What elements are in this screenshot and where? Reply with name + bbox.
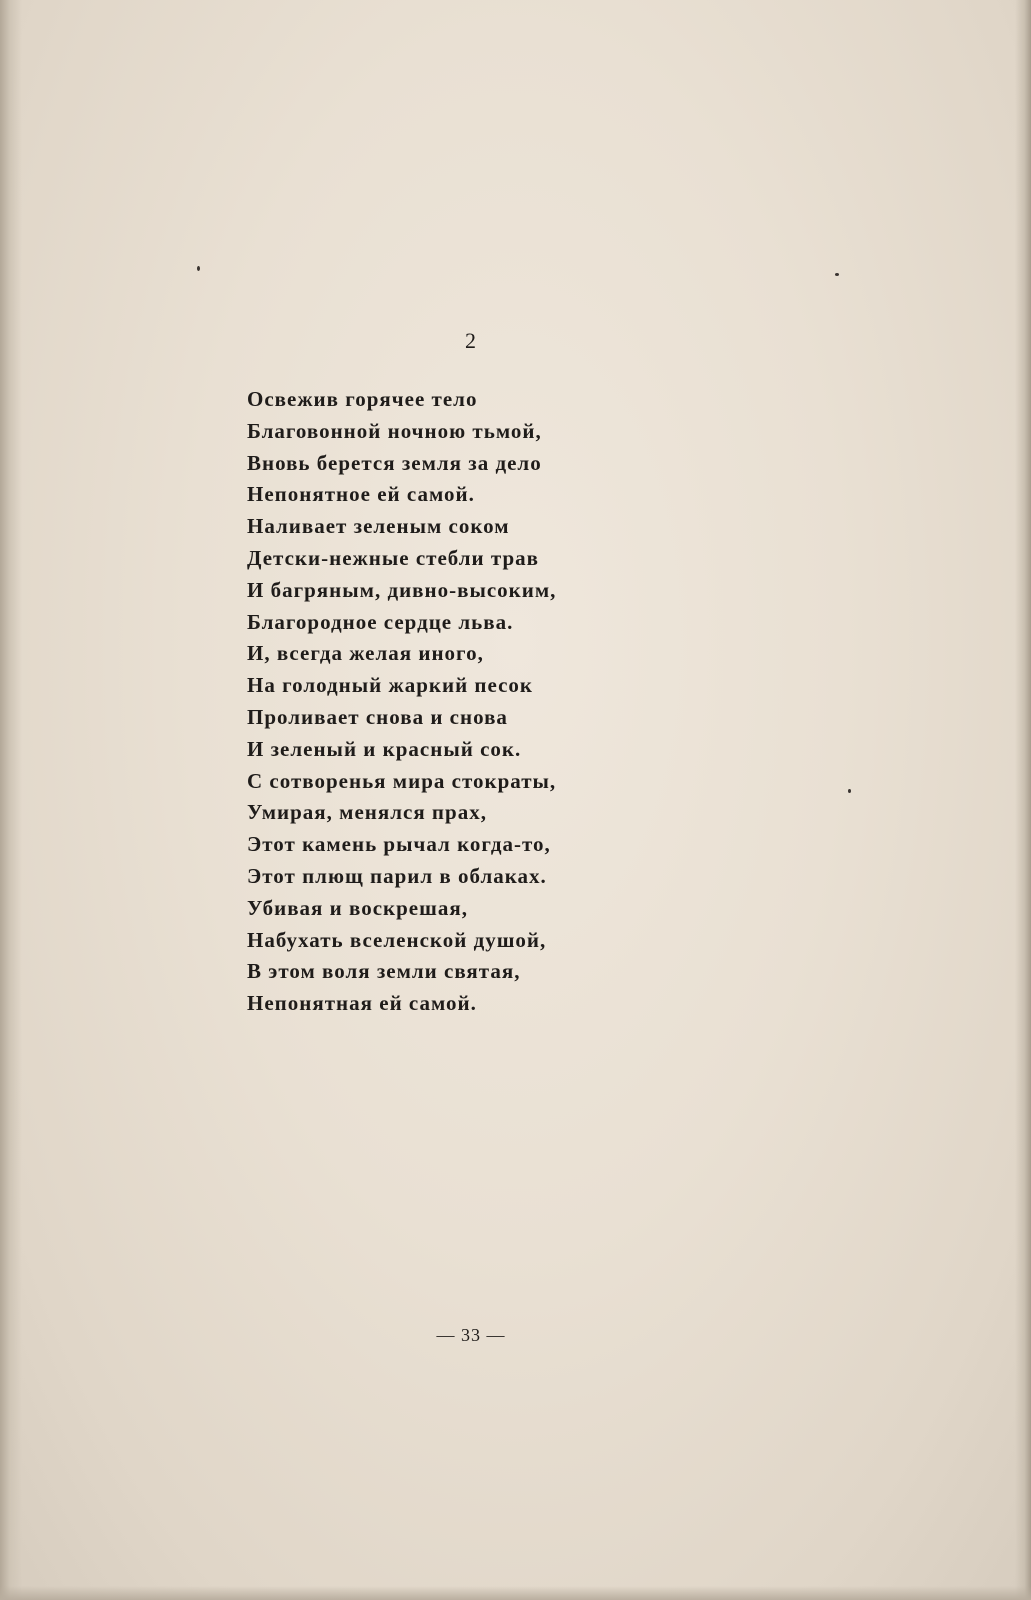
poem-line: Наливает зеленым соком bbox=[247, 514, 510, 539]
poem-line: Вновь берется земля за дело bbox=[247, 450, 542, 475]
page-number: — 33 — bbox=[436, 1325, 506, 1345]
poem-line: Этот камень рычал когда-то, bbox=[247, 832, 551, 857]
paper-speck bbox=[848, 789, 851, 793]
poem-line: Благородное сердце льва. bbox=[247, 609, 514, 634]
section-number: 2 bbox=[465, 328, 477, 353]
poem-text bbox=[247, 384, 707, 1020]
paper-speck bbox=[835, 273, 839, 276]
poem-line: С сотворенья мира стократы, bbox=[247, 768, 557, 793]
poem-line: Детски-нежные стебли трав bbox=[247, 545, 539, 570]
poem-line: На голодный жаркий песок bbox=[247, 673, 534, 698]
poem-line: Освежив горячее тело bbox=[247, 387, 478, 411]
poem-line: Умирая, менялся прах, bbox=[247, 800, 487, 825]
poem-line: В этом воля земли святая, bbox=[247, 959, 521, 984]
poem-line: Благовонной ночною тьмой, bbox=[247, 418, 542, 443]
poem-line: Непонятная ей самой. bbox=[247, 991, 477, 1016]
paper-speck bbox=[197, 266, 200, 271]
poem-line: Проливает снова и снова bbox=[247, 704, 508, 729]
poem-line: И багряным, дивно-высоким, bbox=[247, 577, 557, 602]
page-binding-shadow bbox=[0, 0, 22, 1600]
poem-line: Убивая и воскрешая, bbox=[247, 895, 468, 920]
poem-line: Непонятное ей самой. bbox=[247, 482, 475, 507]
poem-line: Этот плющ парил в облаках. bbox=[247, 863, 547, 888]
poem-line: И зеленый и красный сок. bbox=[247, 736, 522, 761]
poem-line: Набухать вселенской душой, bbox=[247, 927, 547, 952]
page-bottom-shadow bbox=[0, 1586, 1031, 1600]
poem-line: И, всегда желая иного, bbox=[247, 641, 484, 666]
page-edge-shadow bbox=[1015, 0, 1031, 1600]
